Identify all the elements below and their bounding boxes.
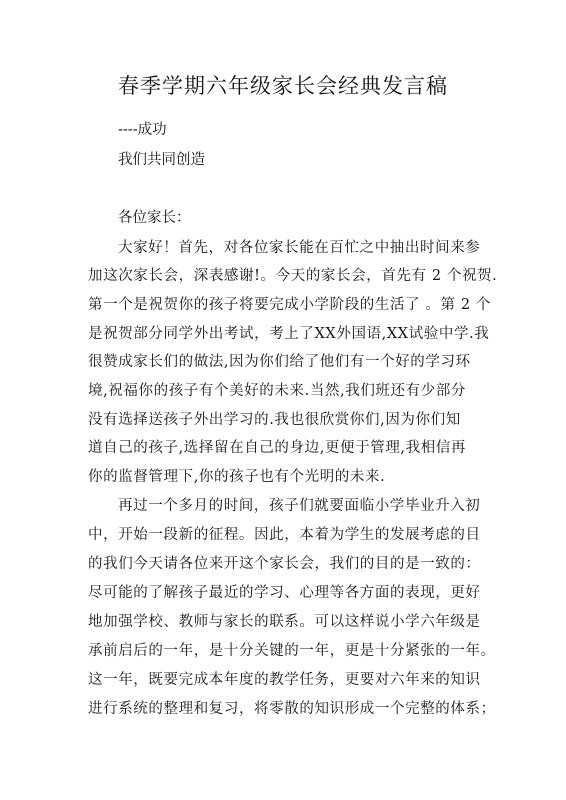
paragraph-line: 承前启后的一年，是十分关键的一年，更是十分紧张的一年。: [88, 643, 496, 659]
byline: ----成功: [118, 122, 167, 138]
paragraph-line: 这一年，既要完成本年度的教学任务，更要对六年来的知识: [88, 672, 481, 688]
paragraph-line: 的我们今天请各位来开这个家长会，我们的目的是一致的：: [88, 556, 481, 572]
salutation: 各位家长：: [118, 210, 191, 226]
document-title: 春季学期六年级家长会经典发言稿: [118, 74, 448, 98]
paragraph-line: 进行系统的整理和复习，将零散的知识形成一个完整的体系；: [88, 701, 496, 717]
paragraph-line: 加这次家长会，深表感谢!。今天的家长会，首先有 2 个祝贺.: [88, 268, 498, 284]
paragraph-line: 没有选择送孩子外出学习的.我也很欣赏你们,因为你们知: [88, 412, 461, 428]
paragraph-line: 境,祝福你的孩子有个美好的未来.当然,我们班还有少部分: [88, 383, 467, 399]
subtitle: 我们共同创造: [118, 152, 205, 168]
paragraph-line: 尽可能的了解孩子最近的学习、心理等各方面的表现，更好: [88, 585, 481, 601]
paragraph-line: 很赞成家长们的做法,因为你们给了他们有一个好的学习环: [88, 354, 471, 370]
paragraph-line: 是祝贺部分同学外出考试，考上了XX外国语,XX试验中学.我: [88, 326, 490, 342]
paragraph-line: 地加强学校、教师与家长的联系。可以这样说小学六年级是: [88, 614, 481, 630]
paragraph-line: 道自己的孩子,选择留在自己的身边,更便于管理,我相信再: [88, 440, 467, 456]
paragraph-line: 大家好！首先，对各位家长能在百忙之中抽出时间来参: [118, 240, 481, 256]
paragraph-line: 再过一个多月的时间，孩子们就要面临小学毕业升入初: [118, 498, 481, 514]
paragraph-line: 你的监督管理下,你的孩子也有个光明的未来.: [88, 469, 386, 485]
paragraph-line: 中，开始一段新的征程。因此，本着为学生的发展考虑的目: [88, 527, 481, 543]
paragraph-line: 第一个是祝贺你的孩子将要完成小学阶段的生活了 。第 2 个: [88, 297, 491, 313]
